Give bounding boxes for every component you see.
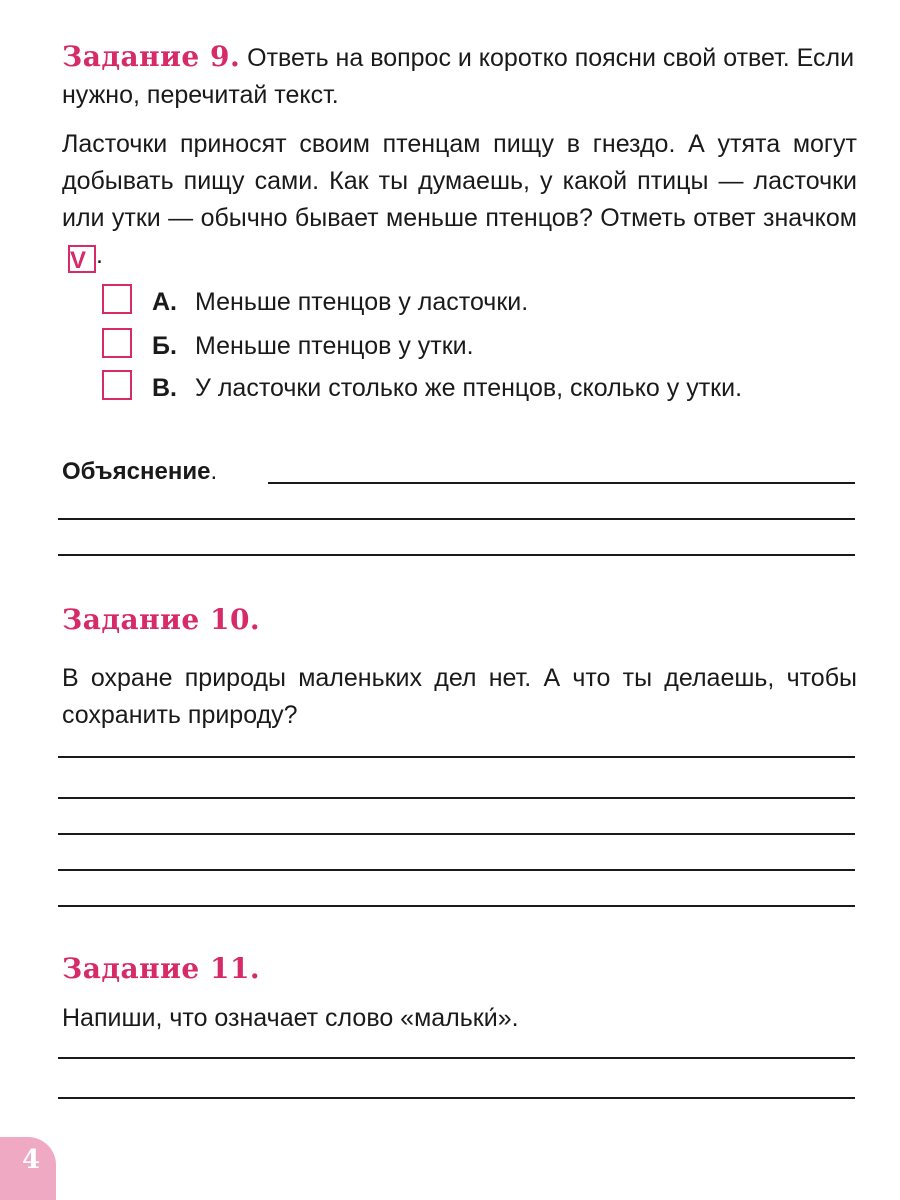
option-b-letter: Б. bbox=[152, 332, 177, 360]
option-c-letter: В. bbox=[152, 374, 177, 402]
answer-line[interactable] bbox=[58, 1097, 855, 1099]
explanation-label bbox=[62, 455, 217, 489]
task9-intro bbox=[62, 38, 857, 114]
task11-title: Задание 11. bbox=[62, 952, 261, 985]
answer-line[interactable] bbox=[58, 1057, 855, 1059]
answer-line[interactable] bbox=[58, 797, 855, 799]
answer-line[interactable] bbox=[58, 869, 855, 871]
task9-text bbox=[62, 126, 857, 274]
task9-question: Ласточки приносят своим птенцам пищу в гнездо. А утята могут добывать пищу сами. Как ты думаешь, у какой птицы — ласточки или утки — обычно бывает меньше птенцов? Отметь ответ значком bbox=[62, 130, 857, 232]
explanation-label-text: Объяснение bbox=[62, 458, 211, 485]
explanation-dot: . bbox=[210, 458, 218, 485]
task10-title: Задание 10. bbox=[62, 603, 261, 636]
task9-instruction: Ответь на вопрос и коротко поясни свой ответ. Если нужно, перечитай текст. bbox=[62, 44, 855, 109]
answer-line[interactable] bbox=[58, 554, 855, 556]
task10-question: В охране природы маленьких дел нет. А что ты делаешь, чтобы сохранить природу? bbox=[62, 664, 857, 729]
option-a-letter: А. bbox=[152, 288, 177, 316]
check-mark-icon: V bbox=[68, 245, 96, 273]
task11-question: Напиши, что означает слово «мальки́». bbox=[62, 1004, 519, 1032]
answer-line[interactable] bbox=[58, 833, 855, 835]
option-b-text: Меньше птенцов у утки. bbox=[195, 332, 474, 360]
checkbox-b[interactable] bbox=[102, 328, 132, 358]
checkbox-a[interactable] bbox=[102, 284, 132, 314]
answer-line[interactable] bbox=[268, 482, 855, 484]
option-c-text: У ласточки столько же птенцов, сколько у утки. bbox=[195, 374, 743, 402]
task9-title: Задание 9. bbox=[62, 40, 241, 73]
page-number: 4 bbox=[22, 1145, 41, 1175]
checkbox-c[interactable] bbox=[102, 370, 132, 400]
answer-line[interactable] bbox=[58, 905, 855, 907]
option-a-text: Меньше птенцов у ласточки. bbox=[195, 288, 529, 316]
task9-text-end: . bbox=[96, 241, 103, 269]
answer-line[interactable] bbox=[58, 756, 855, 758]
answer-line[interactable] bbox=[58, 518, 855, 520]
